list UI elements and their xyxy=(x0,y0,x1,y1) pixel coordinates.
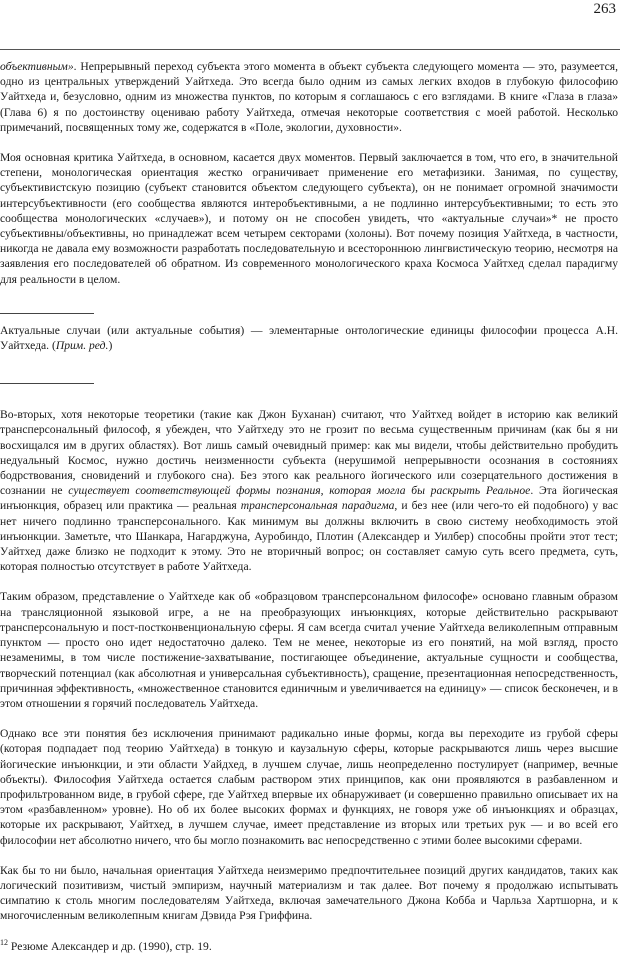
paragraph-critique: Моя основная критика Уайтхеда, в основном, касается двух моментов. Первый заключается в том, что его, в значительной степени, монологическая ориентация жестко ограничивает применение его метафизики. Занимая, по существу, субъективистскую позицию (субъект становится объектом следующего субъекта), он не понимает огромной значимости интерсубъективности (его сообщества являются интеробъективными, а не подлинно интерсубъективными; то есть это сообщества монологических «случаев»), и потому он не способен увидеть, что «актуальные случаи»* не просто субъективны/объективны, но принадлежат всем четырем секторами (холоны). Вот почему позиция Уайтхеда, в частности, никогда не давала ему возможности разработать последовательную и всестороннюю лингвистическую теорию, несмотря на заявления его последователей об обратном. Из современного монологического краха Космоса Уайтхед сделал парадигму для реальности в целом. xyxy=(0,151,618,286)
paragraph-thus: Таким образом, представление о Уайтхеде как об «образцовом трансперсональном философе» основано главным образом на трансляционной языковой игре, а не на преобразующих инъюнкциях, которые действительно раскрывают трансперсональную и пост-постконвенциональную сферы. Я сам всегда считал учение Уайтхеда великолепным отправным пунктом — просто оно идет недостаточно далеко. Тем не менее, некоторые из его понятий, на мой взгляд, просто незаменимы, в том числе постижение-захватывание, постигающее объединение, актуальные сущности и сообщества, творческий потенциал (как абсолютная и универсальная субъективность), сращение, презентационная непосредственность, причинная эффективность, «множественное становится единичным и увеличивается на единицу» — список бесконечен, и в этом отношении я горячий последователь Уайтхеда. xyxy=(0,590,618,710)
footnote-editor-note: Прим. ред. xyxy=(55,339,109,353)
italic-phrase: существует соответствующей формы познания, которая могла бы раскрыть Реальное xyxy=(68,484,531,498)
paragraph-text: . Эта йогическая инъюнкция, образец или практика — реальная xyxy=(0,484,618,513)
page-number: 263 xyxy=(593,1,616,17)
page-body xyxy=(0,59,618,954)
paragraph-text: Во-вторых, хотя некоторые теоретики (такие как Джон Буханан) считают, что Уайтхед войдет в историю как великий трансперсональный философ, я убежден, что Уайтхеду это не грозит по весьма существенным причинам (как бы я ни восхищался им в других областях). Вот лишь самый очевидный пример: как мы видели, чтобы действительно пробудить недуальный Космос, нужно достичь неизменности субъекта (нерушимой непрерывности осознания в состояниях бодрствования, сновидений и глубокого сна). Без этого как реального йогического или созерцательного достижения в сознании не xyxy=(0,408,618,498)
footnote-close: ) xyxy=(108,339,113,353)
footnote-text: Резюме Александер и др. (1990), стр. 19. xyxy=(8,939,212,953)
paragraph-continuation xyxy=(0,59,618,135)
header-rule xyxy=(0,49,620,50)
footnote-number: 12 xyxy=(0,937,8,947)
italic-phrase: трансперсональная парадигма xyxy=(240,499,395,513)
footnote-text: Актуальные случаи (или актуальные события) — элементарные онтологические единицы философии процесса А.Н. Уайтхеда. ( xyxy=(0,323,618,353)
italic-lead: объективным» xyxy=(0,60,74,73)
paragraph-text: , и без нее (или чего-то ей подобного) у вас нет ничего подлинно трансперсонального. Как минимум вы должны включить в свою систему необходимость этой инъюнкции. Заметьте, что Шанкара, Нагарджуна, Ауробиндо, Плотин (Александер и Уилбер) способны пройти этот тест; Уайтхед даже близко не подходит к этому. Это не вторичный вопрос; он составляет самую суть всего предмета, суть, которая полностью отсутствует в работе Уайтхеда. xyxy=(0,499,618,574)
paragraph-be-that-as-it-may: Как бы то ни было, начальная ориентация Уайтхеда неизмеримо предпочтительнее позиций других кандидатов, таких как логический позитивизм, чистый эмпиризм, научный материализм и так далее. Вот почему я продолжаю испытывать симпатию к столь многим последователям Уайтхеда, включая замечательного Джона Кобба и Чарльза Хартшорна, и к многочисленным великолепным книгам Дэвида Рэя Гриффина. xyxy=(0,863,618,923)
paragraph-secondly xyxy=(0,407,618,574)
paragraph-text: . Непрерывный переход субъекта этого момента в объект субъекта следующего момента — это, разумеется, одно из центральных утверждений Уайтхеда. Это всегда было одним из самых легких входов в глубокую философию Уайтхеда и, безусловно, одним из множества пунктов, по которым я соглашаюсь с его взглядами. В книге «Глаза в глаза» (Глава 6) я по достоинству оцениваю работу Уайтхеда, отмечая некоторые соответствия с моей работой. Несколько примечаний, посвященных тому же, содержатся в «Поле, экологии, духовности». xyxy=(0,60,618,134)
footnote-12 xyxy=(0,939,618,954)
footnote-actual-occasions xyxy=(0,323,618,353)
paragraph-however: Однако все эти понятия без исключения принимают радикально иные формы, когда вы переходите из грубой сферы (которая подпадает под теорию Уайтхеда) в тонкую и каузальную сферы, которые раскрываются лишь через высшие йогические инъюнкции, и эти области Уайдхед, в лучшем случае, лишь неопределенно постулирует (например, вечные объекты). Философия Уайтхеда остается слабым раствором этих принципов, как они проявляются в разбавленном и профильтрованном виде, в грубой сфере, где Уайтхед впервые их обнаруживает (и совершенно правильно описывает их на этом «разбавленном» уровне). Но об их более высоких формах и функциях, не говоря уже об инъюнкциях и образцах, которые их раскрывают, Уайтхед, в лучшем случае, имеет представление из вторых или третьих рук — и во всей его философии нет абсолютно ничего, что бы могло познакомить вас непосредственно с этими более высокими сферами. xyxy=(0,727,618,847)
